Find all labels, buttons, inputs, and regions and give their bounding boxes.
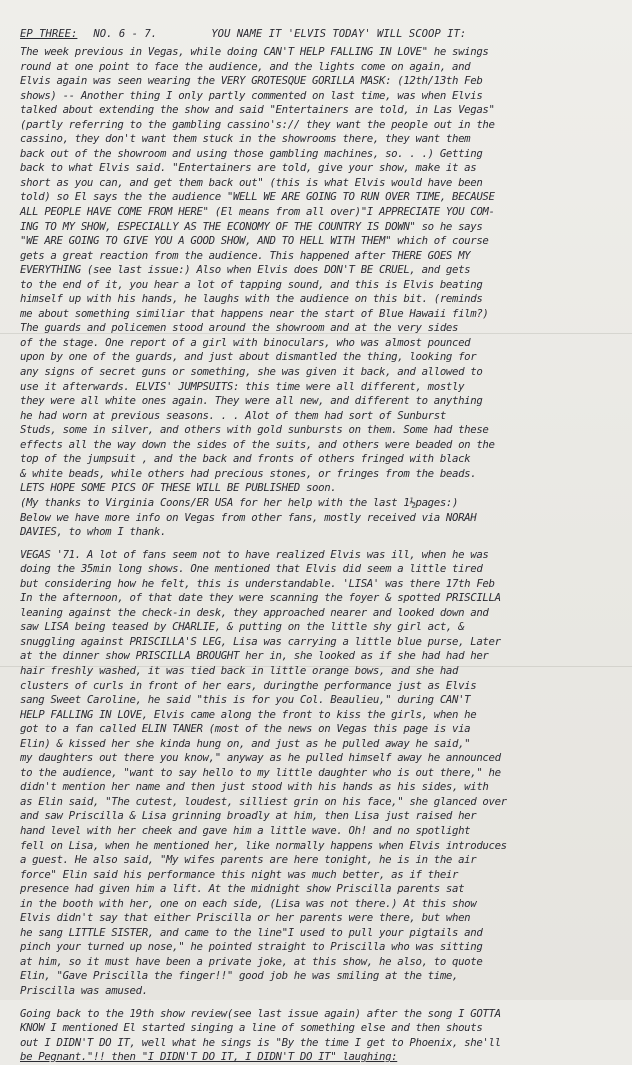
text-line: and saw Priscilla & Lisa grinning broadly at him, then Lisa just raised her bbox=[20, 809, 477, 823]
text-line: talked about extending the show and said "Entertainers are told, in Las Vegas" bbox=[20, 103, 495, 117]
text-line: be Pegnant."!! then "I DIDN'T DO IT, I DIDN'T DO IT" laughing: bbox=[20, 1050, 398, 1064]
text-line: The guards and policemen stood around the showroom and at the very sides bbox=[20, 321, 459, 335]
text-line: as Elin said, "The cutest, loudest, silliest grin on his face," she glanced over bbox=[20, 794, 507, 808]
text-line: he had worn at previous seasons. . . Alot of them had sort of Sunburst bbox=[20, 408, 446, 422]
text-line: in the booth with her, one on each side, (Lisa was not there.) At this show bbox=[20, 896, 477, 910]
text-line: saw LISA being teased by CHARLIE, & putting on the little shy girl act, & bbox=[20, 620, 465, 634]
text-line: they were all white ones again. They were all new, and different to anything bbox=[20, 394, 483, 408]
episode-label: EP THREE: bbox=[20, 28, 78, 40]
text-line: cassino, they don't want them stuck in the showrooms there, they want them bbox=[20, 132, 471, 146]
text-line: at the dinner show PRISCILLA BROUGHT her in, she looked as if she had had her bbox=[20, 649, 489, 663]
text-line: sang Sweet Caroline, he said "this is for you Col. Beaulieu," during CAN'T bbox=[20, 693, 471, 707]
text-line: upon by one of the guards, and just about dismantled the thing, looking for bbox=[20, 350, 477, 364]
text-line: told) so El says the the audience "WELL WE ARE GOING TO RUN OVER TIME, BECAUSE bbox=[20, 190, 495, 204]
paper-fold-line bbox=[0, 333, 632, 334]
text-line: DAVIES, to whom I thank. bbox=[20, 525, 167, 539]
text-line: back to what Elvis said. "Entertainers are told, give your show, make it as bbox=[20, 161, 477, 175]
page-header bbox=[20, 26, 612, 43]
text-line: force" Elin said his performance this night was much better, as if their bbox=[20, 867, 459, 881]
text-line: back out of the showroom and using those gambling machines, so. . .) Getting bbox=[20, 146, 483, 160]
text-line: (partly referring to the gambling cassino's:// they want the people out in the bbox=[20, 117, 495, 131]
text-line: Elin, "Gave Priscilla the finger!!" good job he was smiling at the time, bbox=[20, 969, 459, 983]
text-line: The week previous in Vegas, while doing CAN'T HELP FALLING IN LOVE" he swings bbox=[20, 45, 489, 58]
text-line: snuggling against PRISCILLA'S LEG, Lisa was carrying a little blue purse, Later bbox=[20, 634, 501, 648]
text-line: short as you can, and get them back out" (this is what Elvis would have been bbox=[20, 175, 483, 189]
text-line: any signs of secret guns or something, she was given it back, and allowed to bbox=[20, 365, 483, 379]
text-line: gets a great reaction from the audience. This happened after THERE GOES MY bbox=[20, 248, 471, 262]
text-line: fell on Lisa, when he mentioned her, like normally happens when Elvis introduces bbox=[20, 838, 507, 852]
text-line: VEGAS '71. A lot of fans seem not to have realized Elvis was ill, when he was bbox=[20, 547, 489, 561]
issue-number: NO. 6 - 7. bbox=[93, 28, 158, 40]
text-line: top of the jumpsuit , and the back and fronts of others fringed with black bbox=[20, 452, 471, 466]
text-line: Elvis didn't say that either Priscilla or her parents were there, but when bbox=[20, 911, 471, 925]
text-line: ING TO MY SHOW, ESPECIALLY AS THE ECONOMY OF THE COUNTRY IS DOWN" so he says bbox=[20, 219, 483, 233]
text-line: (My thanks to Virginia Coons/ER USA for her help with the last 1½pages:) bbox=[20, 495, 459, 509]
text-line: doing the 35min long shows. One mentioned that Elvis did seem a little tired bbox=[20, 562, 483, 576]
text-line: leaning against the check-in desk, they approached nearer and looked down and bbox=[20, 605, 489, 619]
text-line: LETS HOPE SOME PICS OF THESE WILL BE PUBLISHED soon. bbox=[20, 481, 337, 495]
text-line: clusters of curls in front of her ears, duringthe performance just as Elvis bbox=[20, 678, 477, 692]
text-line: my daughters out there you know," anyway as he pulled himself away he announced bbox=[20, 751, 501, 765]
text-line: effects all the way down the sides of the suits, and others were beaded on the bbox=[20, 437, 495, 451]
spacer bbox=[20, 540, 612, 548]
text-line: himself up with his hands, he laughs with the audience on this bit. (reminds bbox=[20, 292, 483, 306]
vegas-71-section bbox=[20, 548, 612, 999]
text-line: Below we have more info on Vegas from other fans, mostly received via NORAH bbox=[20, 510, 477, 524]
text-line: a guest. He also said, "My wifes parents are here tonight, he is in the air bbox=[20, 853, 477, 867]
text-line: & white beads, while others had precious stones, or fringes from the beads. bbox=[20, 466, 477, 480]
text-line: but considering how he felt, this is understandable. 'LISA' was there 17th Feb bbox=[20, 576, 495, 590]
text-line: use it afterwards. ELVIS' JUMPSUITS: this time were all different, mostly bbox=[20, 379, 465, 393]
text-line: at him, so it must have been a private joke, at this show, he also, to quote bbox=[20, 954, 483, 968]
text-line: shows) -- Another thing I only partly commented on last time, was when Elvis bbox=[20, 88, 483, 102]
text-line: EVERYTHING (see last issue:) Also when Elvis does DON'T BE CRUEL, and gets bbox=[20, 263, 471, 277]
text-line: In the afternoon, of that date they were scanning the foyer & spotted PRISCILLA bbox=[20, 591, 501, 605]
text-line: didn't mention her name and then just stood with his hands as his sides, with bbox=[20, 780, 489, 794]
text-line: KNOW I mentioned El started singing a line of something else and then shouts bbox=[20, 1021, 483, 1035]
text-line: Elvis again was seen wearing the VERY GROTESQUE GORILLA MASK: (12th/13th Feb bbox=[20, 74, 483, 88]
text-line: ALL PEOPLE HAVE COME FROM HERE" (El means from all over)"I APPRECIATE YOU COM- bbox=[20, 205, 495, 219]
text-line: of the stage. One report of a girl with binoculars, who was almost pounced bbox=[20, 335, 471, 349]
text-line: Studs, some in silver, and others with gold sunbursts on them. Some had these bbox=[20, 423, 489, 437]
text-line: Priscilla was amused. bbox=[20, 984, 148, 997]
text-line: out I DIDN'T DO IT, well what he sings is "By the time I get to Phoenix, she'll bbox=[20, 1035, 501, 1049]
text-line: pinch your turned up nose," he pointed straight to Priscilla who was sitting bbox=[20, 940, 483, 954]
text-line: hand level with her cheek and gave him a little wave. Oh! and no spotlight bbox=[20, 823, 471, 837]
text-line: to the end of it, you hear a lot of tapping sound, and this is Elvis beating bbox=[20, 277, 483, 291]
column-title: YOU NAME IT 'ELVIS TODAY' WILL SCOOP IT: bbox=[211, 28, 467, 40]
text-line: presence had given him a lift. At the midnight show Priscilla parents sat bbox=[20, 882, 465, 896]
vegas-show-section bbox=[20, 45, 612, 540]
text-line: to the audience, "want to say hello to my little daughter who is out there," he bbox=[20, 765, 501, 779]
text-line: Going back to the 19th show review(see last issue again) after the song I GOTTA bbox=[20, 1006, 501, 1020]
text-line: got to a fan called ELIN TANER (most of the news on Vegas this page is via bbox=[20, 722, 471, 736]
text-line: HELP FALLING IN LOVE, Elvis came along the front to kiss the girls, when he bbox=[20, 707, 477, 721]
text-line: "WE ARE GOING TO GIVE YOU A GOOD SHOW, AND TO HELL WITH THEM" which of course bbox=[20, 234, 489, 248]
text-line: Elin) & kissed her she kinda hung on, and just as he pulled away he said," bbox=[20, 736, 471, 750]
text-line: he sang LITTLE SISTER, and came to the line"I used to pull your pigtails and bbox=[20, 925, 483, 939]
text-line: me about something similiar that happens near the start of Blue Hawaii film?) bbox=[20, 306, 489, 320]
text-line: hair freshly washed, it was tied back in little orange bows, and she had bbox=[20, 663, 459, 677]
paper-fold-line bbox=[0, 666, 632, 667]
show-review-section bbox=[20, 1007, 612, 1065]
text-line: round at one point to face the audience, and the lights come on again, and bbox=[20, 59, 471, 73]
